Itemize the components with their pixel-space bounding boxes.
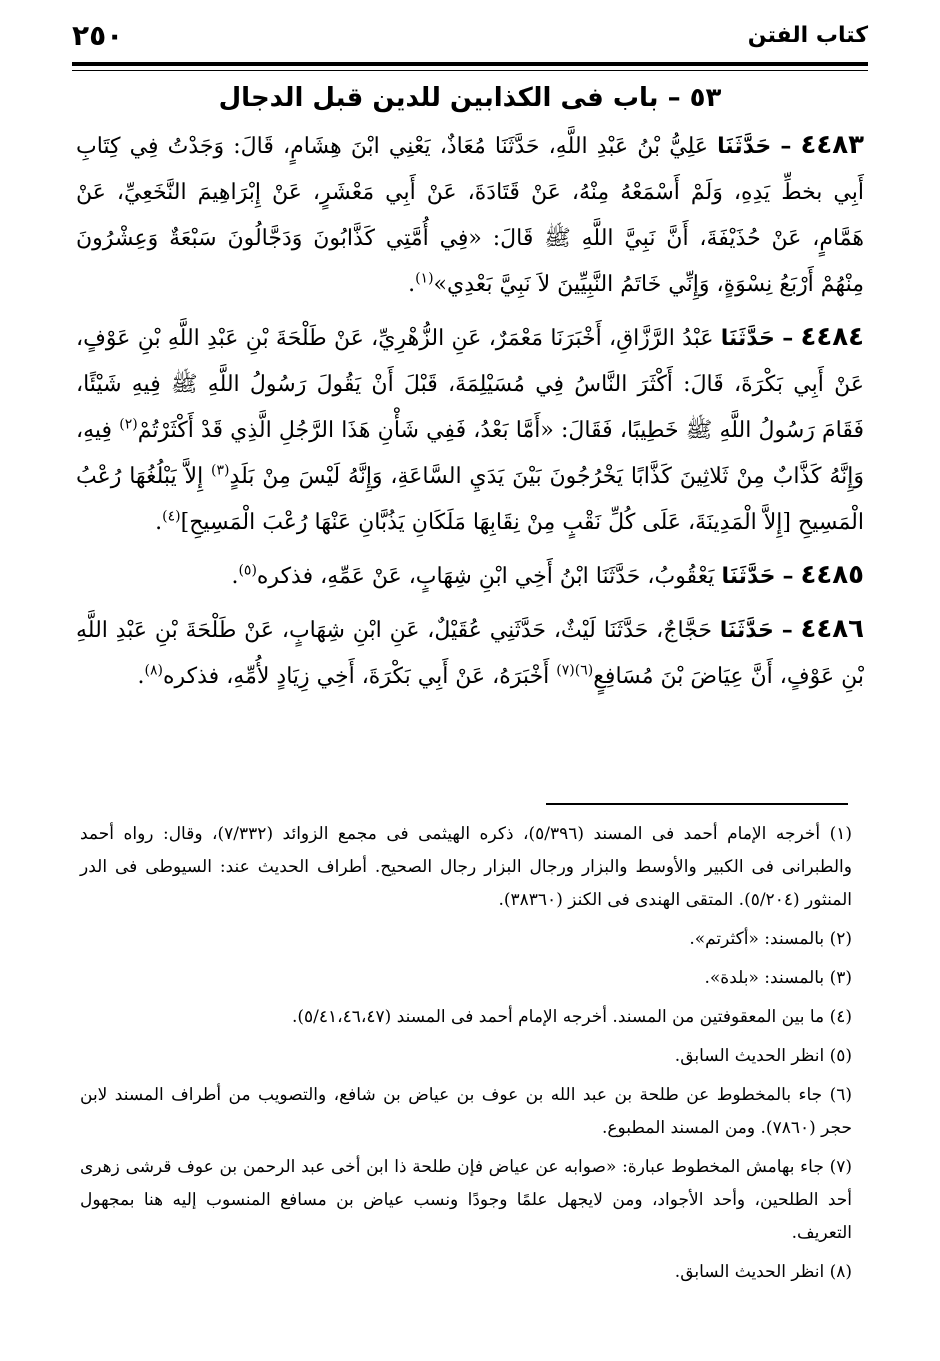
footnote-number: (٨) [829, 1262, 852, 1282]
hadith-lead: حَدَّثَنَا [719, 618, 774, 643]
footnote-8 [80, 1256, 852, 1289]
footnote-5 [80, 1040, 852, 1073]
page-number: ٢٥٠ [72, 19, 124, 52]
hadith-text-continued: إِلاَّ يَبْلُغُهَا رُعْبُ الْمَسِيحِ [إِلاَّ الْمَدِينَةَ، عَلَى كُلِّ نَقْبٍ مِنْ نِقَابِهَا مَلَكَانِ يَذُبَّانِ عَنْهَا رُعْبَ الْمَسِيحِ] [76, 464, 864, 535]
running-head [72, 18, 868, 54]
footnotes [80, 818, 852, 1295]
footnote-mark: (١) [415, 270, 434, 287]
footnote-number: (٧) [829, 1157, 853, 1177]
footnote-separator [546, 803, 848, 805]
hadith-text-continued: فِيهِ، وَإِنَّهُ كَذَّابٌ مِنْ ثَلاثِينَ كَذَّابًا يَخْرُجُونَ بَيْنَ يَدَيِ السَّاعَةِ، وَإِنَّهُ لَيْسَ مِنْ بَلَدٍ [76, 418, 864, 489]
hadith-4483 [76, 122, 864, 308]
footnote-text: جاء بهامش المخطوط عبارة: «صوابه عن عياض فإن طلحة ذا ابن أخى عبد الرحمن بن عوف قرشى زهرى أحد الطلحين، وأحد الأجواد، ومن لايجهل علمًا وجودًا ونسب عياض بن مسافع المنسوب إليه هنا بمجهول التعريف. [80, 1157, 852, 1243]
footnote-7 [80, 1151, 852, 1250]
dash: – [780, 133, 792, 159]
dash: – [781, 617, 793, 643]
header-rule-thin [72, 70, 868, 71]
footnote-number: (٤) [829, 1007, 852, 1027]
footnote-number: (١) [829, 824, 852, 844]
hadith-text: عَبْدُ الرَّزَّاقِ، أَخْبَرَنَا مَعْمَرٌ، عَنِ الزُّهْرِيِّ، عَنْ طَلْحَةَ بْنِ عَبْدِ اللَّهِ بْنِ عَوْفٍ، عَنْ أَبِي بَكْرَةَ، قَالَ: أَكْثَرَ النَّاسُ فِي مُسَيْلِمَةَ، قَبْلَ أَنْ يَقُولَ رَسُولُ اللَّهِ ﷺ فِيهِ شَيْئًا، فَقَامَ رَسُولُ اللَّهِ ﷺ خَطِيبًا، فَقَالَ: «أَمَّا بَعْدُ، فَفِي شَأْنِ هَذَا الرَّجُلِ الَّذِي قَدْ أَكْثَرْتُمْ [76, 326, 864, 443]
footnote-text: انظر الحديث السابق. [674, 1046, 825, 1066]
hadith-number: ٤٤٨٦ [800, 614, 864, 644]
main-text [76, 122, 864, 706]
hadith-4486 [76, 606, 864, 700]
footnote-mark: (٣) [211, 462, 230, 479]
footnote-text: ما بين المعقوفتين من المسند. أخرجه الإمام أحمد فى المسند (٥/٤١،٤٦،٤٧). [292, 1007, 825, 1027]
footnote-2 [80, 923, 852, 956]
hadith-number: ٤٤٨٤ [800, 322, 864, 352]
hadith-number: ٤٤٨٣ [800, 130, 864, 160]
hadith-end: . [408, 272, 416, 297]
footnote-4 [80, 1001, 852, 1034]
dash: – [782, 563, 794, 589]
chapter-heading: ٥٣ – باب فى الكذابين للدين قبل الدجال [218, 83, 722, 113]
hadith-text-continued: أَخْبَرَهُ، عَنْ أَبِي بَكْرَةَ، أَخِي زِيَادٍ لأُمِّهِ، فذكره [163, 664, 550, 689]
footnote-text: أخرجه الإمام أحمد فى المسند (٥/٣٩٦)، ذكره الهيثمى فى مجمع الزوائد (٧/٣٣٢)، وقال: رواه أحمد والطبرانى فى الكبير والأوسط والبزار ورجال البزار رجال الصحيح. أطراف الحديث عند: السيوطى فى الدر المنثور (٥/٢٠٤). المتقى الهندى فى الكنز (٣٨٣٦٠). [80, 824, 852, 910]
footnote-mark: (٤) [162, 508, 181, 525]
footnote-number: (٢) [829, 929, 852, 949]
footnote-mark: (٨) [144, 662, 163, 679]
footnote-6 [80, 1079, 852, 1145]
hadith-text: يَعْقُوبُ، حَدَّثَنَا ابْنُ أَخِي ابْنِ شِهَابٍ، عَنْ عَمِّهِ، فذكره [256, 564, 715, 589]
header-rule-thick [72, 62, 868, 66]
hadith-end: . [155, 510, 163, 535]
footnote-mark: (٥) [238, 562, 257, 579]
hadith-lead: حَدَّثَنَا [720, 326, 775, 351]
footnote-number: (٣) [829, 968, 852, 988]
hadith-end: . [231, 564, 239, 589]
footnote-3 [80, 962, 852, 995]
footnote-text: انظر الحديث السابق. [674, 1262, 825, 1282]
footnote-number: (٥) [829, 1046, 852, 1066]
hadith-4484 [76, 314, 864, 546]
hadith-4485 [76, 552, 864, 600]
footnote-text: جاء بالمخطوط عن طلحة بن عبد الله بن عوف بن عياض بن شافع، والتصويب من أطراف المسند لابن حجر (٧٨٦٠). ومن المسند المطبوع. [80, 1085, 852, 1138]
hadith-end: . [137, 664, 145, 689]
dash: – [782, 325, 794, 351]
hadith-lead: حَدَّثَنَا [717, 134, 772, 159]
hadith-number: ٤٤٨٥ [800, 560, 864, 590]
hadith-lead: حَدَّثَنَا [721, 564, 776, 589]
footnote-text: بالمسند: «أكثرتم». [689, 929, 825, 949]
footnote-mark: (٦)(٧) [556, 662, 594, 679]
hadith-text: عَلِيُّ بْنُ عَبْدِ اللَّهِ، حَدَّثَنَا مُعَاذٌ، يَعْنِي ابْنَ هِشَامٍ، قَالَ: وَجَدْتُ فِي كِتَابِ أَبِي بخطِّ يَدِهِ، وَلَمْ أَسْمَعْهُ مِنْهُ، عَنْ قَتَادَةَ، عَنْ أَبِي مَعْشَرٍ، عَنْ إِبْرَاهِيمَ النَّخَعِيِّ، عَنْ هَمَّامٍ، عَنْ حُذَيْفَةَ، أَنَّ نَبِيَّ اللَّهِ ﷺ قَالَ: «فِي أُمَّتِي كَذَّابُونَ وَدَجَّالُونَ سَبْعَةٌ وَعِشْرُونَ مِنْهُمْ أَرْبَعُ نِسْوَةٍ، وَإِنِّي خَاتَمُ النَّبِيِّينَ لاَ نَبِيَّ بَعْدِي» [76, 134, 864, 297]
hadith-text: حَجَّاجٌ، حَدَّثَنَا لَيْثٌ، حَدَّثَنِي عُقَيْلٌ، عَنِ ابْنِ شِهَابٍ، عَنْ طَلْحَةَ بْنِ عَبْدِ اللَّهِ بْنِ عَوْفٍ، أَنَّ عِيَاضَ بْنَ مُسَافِعٍ [76, 618, 864, 689]
footnote-number: (٦) [829, 1085, 852, 1105]
footnote-text: بالمسند: «بلدة». [704, 968, 825, 988]
footnote-1 [80, 818, 852, 917]
book-title: كتاب الفتن [747, 23, 868, 48]
footnote-mark: (٢) [119, 416, 138, 433]
